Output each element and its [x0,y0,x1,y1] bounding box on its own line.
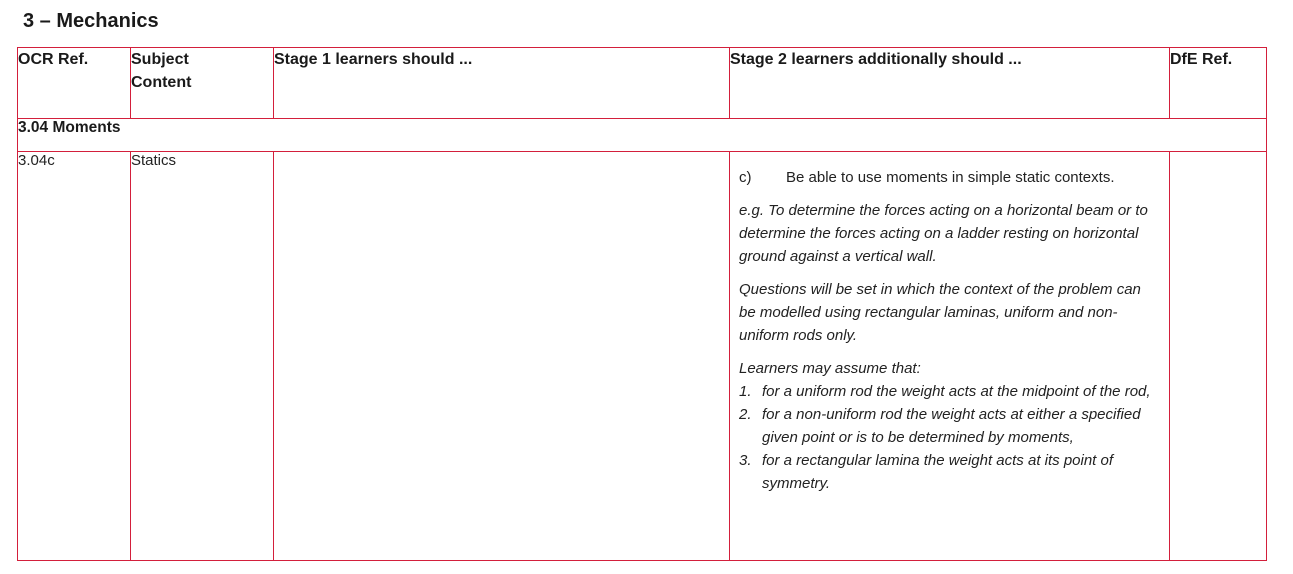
cell-ocr-ref: 3.04c [18,152,131,561]
specification-table [17,47,1267,561]
header-subject-content: Subject Content [131,48,274,119]
list-item-text: for a uniform rod the weight acts at the midpoint of the rod, [762,383,1151,400]
item-text: Be able to use moments in simple static contexts. [786,169,1115,186]
list-item [739,380,1157,403]
cell-dfe-ref [1170,152,1267,561]
content-item [739,166,1157,189]
cell-subject: Statics [131,152,274,561]
header-stage2: Stage 2 learners additionally should ... [730,48,1170,119]
list-item [739,403,1157,449]
questions-text: Questions will be set in which the context of the problem can be modelled using rectangular laminas, uniform and non-uniform rods only. [739,281,1141,344]
header-ocr-ref: OCR Ref. [18,48,131,119]
list-item-number: 1. [739,383,752,400]
example-text: e.g. To determine the forces acting on a horizontal beam or to determine the forces acting on a ladder resting on horizontal ground against a vertical wall. [739,202,1148,265]
list-item-text: for a non-uniform rod the weight acts at either a specified given point or is to be determined by moments, [762,406,1141,446]
header-row [18,48,1267,119]
item-letter: c) [739,169,752,186]
section-row [18,119,1267,152]
header-dfe-ref: DfE Ref. [1170,48,1267,119]
page-title: 3 – Mechanics [23,10,159,32]
assume-intro: Learners may assume that: [739,360,921,377]
section-title: 3.04 Moments [18,119,1267,152]
header-stage1: Stage 1 learners should ... [274,48,730,119]
cell-stage2 [730,152,1170,561]
list-item-number: 2. [739,406,752,423]
table-row [18,152,1267,561]
cell-stage1 [274,152,730,561]
list-item-number: 3. [739,452,752,469]
list-item [739,449,1157,495]
list-item-text: for a rectangular lamina the weight acts at its point of symmetry. [762,452,1114,492]
assume-list [739,380,1157,495]
